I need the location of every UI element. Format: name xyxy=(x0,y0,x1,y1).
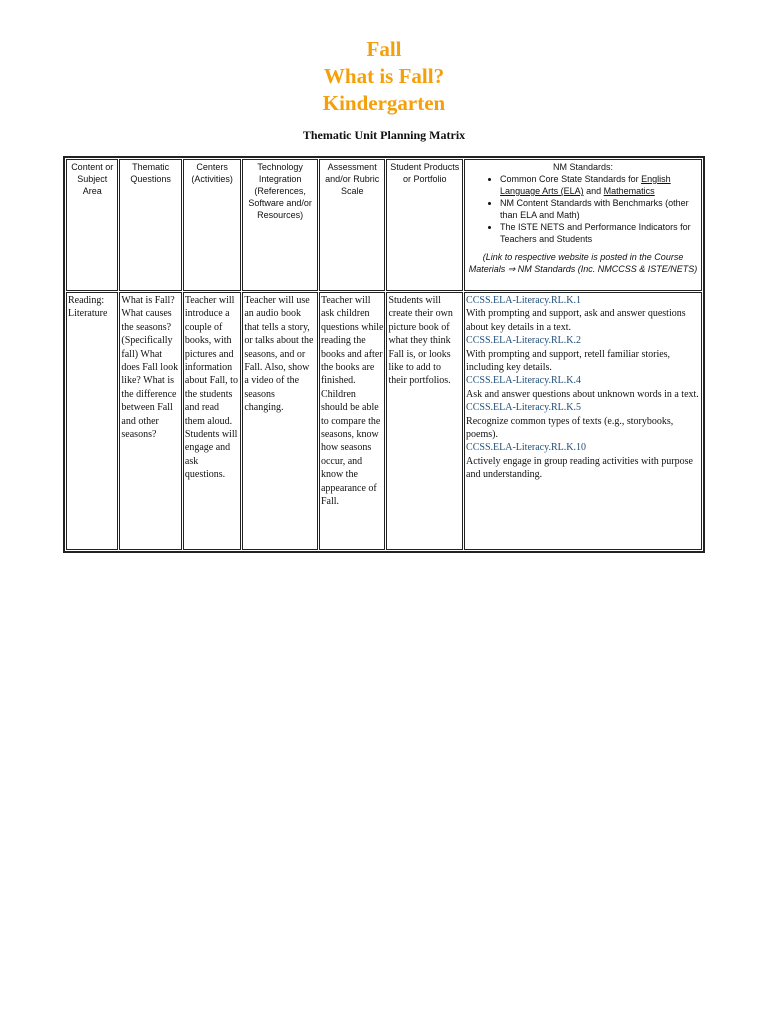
header-centers: Centers (Activities) xyxy=(183,159,241,291)
header-assessment: Assessment and/or Rubric Scale xyxy=(319,159,386,291)
cell-assessment: Teacher will ask children questions while reading the books and after the books are finished. Children should be able to compare the seasons, know how seasons occur, and know the appearance of Fall. xyxy=(319,292,386,550)
header-thematic-questions: Thematic Questions xyxy=(119,159,181,291)
planning-matrix-table xyxy=(63,156,705,553)
nm-standards-list xyxy=(466,173,700,245)
document-title-block xyxy=(0,36,768,117)
standard-code-link[interactable]: CCSS.ELA-Literacy.RL.K.10 xyxy=(466,442,586,454)
header-student-products: Student Products or Portfolio xyxy=(386,159,463,291)
standard-code-link[interactable]: CCSS.ELA-Literacy.RL.K.5 xyxy=(466,402,581,414)
standard-description: Actively engage in group reading activities with purpose and understanding. xyxy=(466,455,693,481)
bullet-text: Common Core State Standards for xyxy=(500,174,642,184)
cell-student-products: Students will create their own picture book of what they think Fall is, or looks like to add to their portfolios. xyxy=(386,292,463,550)
standard-description: With prompting and support, retell familiar stories, including key details. xyxy=(466,348,671,374)
matrix-subtitle: Thematic Unit Planning Matrix xyxy=(302,128,466,142)
cell-thematic-questions: What is Fall? What causes the seasons? (Specifically fall) What does Fall look like? What is the difference between Fall and other seasons? xyxy=(119,292,181,550)
cell-technology: Teacher will use an audio book that tells a story, or talks about the seasons, and or Fall. Also, show a video of the seasons changing. xyxy=(242,292,318,550)
bullet-text: and xyxy=(583,186,604,196)
title-what-is-fall: What is Fall? xyxy=(323,64,445,88)
title-kindergarten: Kindergarten xyxy=(322,91,446,115)
nm-standards-bullet-iste: • The ISTE NETS and Performance Indicators for Teachers and Students xyxy=(500,221,700,245)
standard-description: Recognize common types of texts (e.g., storybooks, poems). xyxy=(466,415,674,441)
standard-code-link[interactable]: CCSS.ELA-Literacy.RL.K.4 xyxy=(466,375,581,387)
header-row xyxy=(66,159,702,291)
cell-standards xyxy=(464,292,702,550)
header-content-area: Content or Subject Area xyxy=(66,159,118,291)
header-nm-standards xyxy=(464,159,702,291)
standard-code-link[interactable]: CCSS.ELA-Literacy.RL.K.2 xyxy=(466,335,581,347)
standard-description: With prompting and support, ask and answer questions about key details in a text. xyxy=(466,308,686,333)
mathematics-link[interactable]: Mathematics xyxy=(603,186,655,196)
nm-standards-title: NM Standards: xyxy=(553,162,614,172)
cell-centers: Teacher will introduce a couple of books, with pictures and information about Fall, to the students and read them aloud. Students will engage and ask questions. xyxy=(183,292,241,550)
table-row xyxy=(66,292,702,550)
standard-description: Ask and answer questions about unknown words in a text. xyxy=(466,388,699,400)
cell-content-area: Reading: Literature xyxy=(66,292,118,550)
ela-link[interactable]: English Language Arts (ELA) xyxy=(500,174,671,196)
nm-standards-bullet-nm-content: • NM Content Standards with Benchmarks (other than ELA and Math) xyxy=(500,197,700,221)
nm-standards-note: (Link to respective website is posted in the Course Materials ⇒ NM Standards (Inc. NMCCSS & ISTE/NETS) xyxy=(468,252,698,274)
standard-code-link[interactable]: CCSS.ELA-Literacy.RL.K.1 xyxy=(466,295,581,306)
title-fall: Fall xyxy=(366,37,402,61)
nm-standards-bullet-ccss xyxy=(500,173,700,197)
header-technology: Technology Integration (References, Software and/or Resources) xyxy=(242,159,318,291)
